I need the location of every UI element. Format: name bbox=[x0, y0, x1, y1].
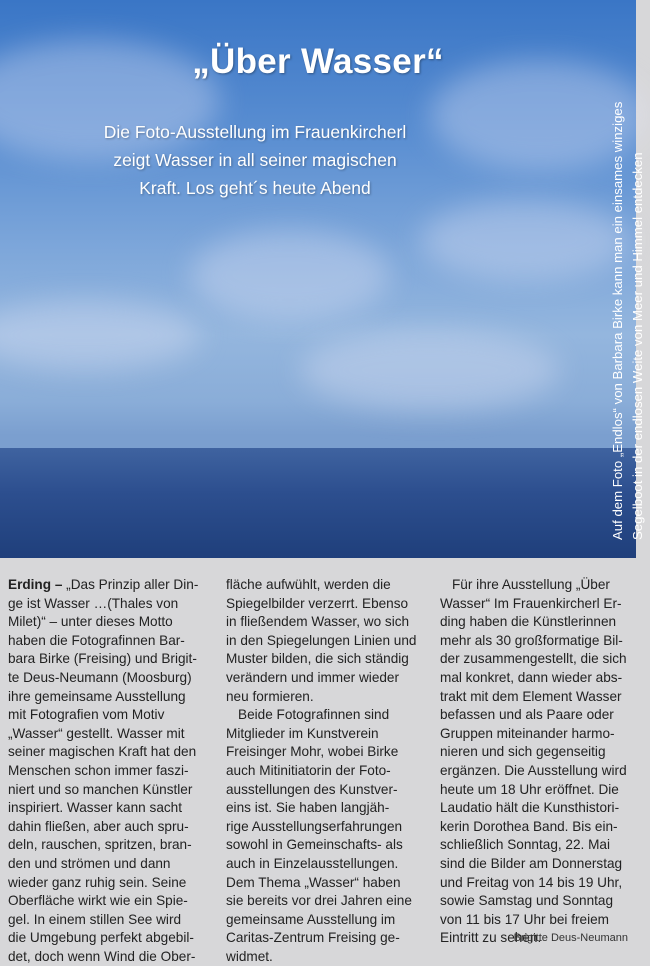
text-line: Spiegelbilder verzerrt. Ebenso bbox=[226, 595, 409, 611]
text-line: gel. In einem stillen See wird bbox=[8, 911, 182, 927]
text-line: und Freitag von 14 bis 19 Uhr, bbox=[440, 874, 623, 890]
text-line: kerin Dorothea Band. Bis ein- bbox=[440, 818, 618, 834]
text-line: sowohl in Gemeinschafts- als bbox=[226, 837, 403, 853]
text-line: gemeinsame Ausstellung im bbox=[226, 911, 396, 927]
text-line: Wasser“ Im Frauenkircherl Er- bbox=[440, 595, 622, 611]
text-line: inspiriert. Wasser kann sacht bbox=[8, 800, 183, 816]
photo-caption: Auf dem Foto „Endlos“ von Barbara Birke kann man ein einsames winziges Segelboot in der endlosen Weite von Meer und Himmel entdecken bbox=[610, 101, 645, 540]
text-line: Menschen schon immer faszi- bbox=[8, 762, 189, 778]
article-column-3 bbox=[440, 576, 640, 948]
subheadline: Die Foto-Ausstellung im Frauenkircherl zeigt Wasser in all seiner magischen Kraft. Los geht´s heute Abend bbox=[103, 122, 407, 198]
text-line: niert und so manchen Künstler bbox=[8, 781, 193, 797]
dateline: Erding – bbox=[8, 577, 63, 592]
text-line: widmet. bbox=[226, 948, 273, 964]
text-line: deln, rauschen, spritzen, bran- bbox=[8, 837, 192, 853]
text-line: mehr als 30 großformatige Bil- bbox=[440, 632, 623, 648]
text-line: in den Spiegelungen Linien und bbox=[226, 632, 417, 648]
text-line: rige Ausstellungserfahrungen bbox=[226, 818, 403, 834]
text-line: neu formieren. bbox=[226, 688, 314, 704]
text-line: Mitglieder im Kunstverein bbox=[226, 725, 379, 741]
text-line: Dem Thema „Wasser“ haben bbox=[226, 874, 401, 890]
headline: „Über Wasser“ bbox=[192, 42, 444, 81]
text-line: sind die Bilder am Donnerstag bbox=[440, 855, 623, 871]
text-line: haben die Fotografinnen Bar- bbox=[8, 632, 185, 648]
text-line: die Umgebung perfekt abgebil- bbox=[8, 930, 194, 946]
text-line: Eintritt zu sehen. bbox=[440, 930, 542, 946]
text-line: Gruppen miteinander harmo- bbox=[440, 725, 615, 741]
text-line: Freisinger Mohr, wobei Birke bbox=[226, 744, 399, 760]
text-line: ausstellungen des Kunstver- bbox=[226, 781, 398, 797]
text-line: det, doch wenn Wind die Ober- bbox=[8, 948, 196, 964]
text-line: auch Mitinitiatorin der Foto- bbox=[226, 762, 391, 778]
text-line: nieren und sich gegenseitig bbox=[440, 744, 606, 760]
text-line: von 11 bis 17 Uhr bei freiem bbox=[440, 911, 609, 927]
text-line: mal konkret, dann wieder abs- bbox=[440, 669, 623, 685]
sea-horizon bbox=[0, 448, 636, 558]
text-line: sowie Samstag und Sonntag bbox=[440, 893, 614, 909]
text-line: ding haben die Künstlerinnen bbox=[440, 614, 617, 630]
text-line: sie bereits vor drei Jahren eine bbox=[226, 893, 412, 909]
text-line: ergänzen. Die Ausstellung wird bbox=[440, 762, 627, 778]
text-line: Oberfläche wirkt wie ein Spie- bbox=[8, 893, 188, 909]
text-line: der zusammengestellt, die sich bbox=[440, 651, 627, 667]
article-column-1 bbox=[8, 576, 208, 966]
text-line: schließlich Sonntag, 22. Mai bbox=[440, 837, 611, 853]
text-line: bara Birke (Freising) und Brigit- bbox=[8, 651, 197, 667]
text-line: dahin fließen, aber auch spru- bbox=[8, 818, 189, 834]
text-line: auch in Einzelausstellungen. bbox=[226, 855, 399, 871]
text-line: befassen und als Paare oder bbox=[440, 707, 614, 723]
text-line: fläche aufwühlt, werden die bbox=[226, 577, 391, 592]
text-line: heute um 18 Uhr eröffnet. Die bbox=[440, 781, 619, 797]
text-line: ge ist Wasser …(Thales von bbox=[8, 595, 179, 611]
text-line: Milet)“ – unter dieses Motto bbox=[8, 614, 173, 630]
text-line: Laudatio hält die Kunsthistori- bbox=[440, 800, 620, 816]
text-line: „Wasser“ gestellt. Wasser mit bbox=[8, 725, 185, 741]
text-line: Muster bilden, die sich ständig bbox=[226, 651, 409, 667]
text-line: trakt mit dem Element Wasser bbox=[440, 688, 622, 704]
text-line: verändern und immer wieder bbox=[226, 669, 400, 685]
text-line: in fließendem Wasser, wo sich bbox=[226, 614, 410, 630]
text-line: Für ihre Ausstellung „Über bbox=[452, 577, 610, 592]
text-line: eins ist. Sie haben langjäh- bbox=[226, 800, 390, 816]
text-line: wieder ganz ruhig sein. Seine bbox=[8, 874, 187, 890]
text-line: Beide Fotografinnen sind bbox=[238, 707, 390, 723]
article-column-2 bbox=[226, 576, 426, 966]
text-line: den und strömen und dann bbox=[8, 855, 171, 871]
text-line: Caritas-Zentrum Freising ge- bbox=[226, 930, 400, 946]
text-line: ihre gemeinsame Ausstellung bbox=[8, 688, 186, 704]
text-line: seiner magischen Kraft hat den bbox=[8, 744, 197, 760]
text-line: mit Fotografien vom Motiv bbox=[8, 707, 165, 723]
text-line: Erding – „Das Prinzip aller Din- bbox=[8, 577, 199, 592]
byline: Brigitte Deus-Neumann bbox=[513, 932, 628, 944]
text-line: te Deus-Neumann (Moosburg) bbox=[8, 669, 192, 685]
